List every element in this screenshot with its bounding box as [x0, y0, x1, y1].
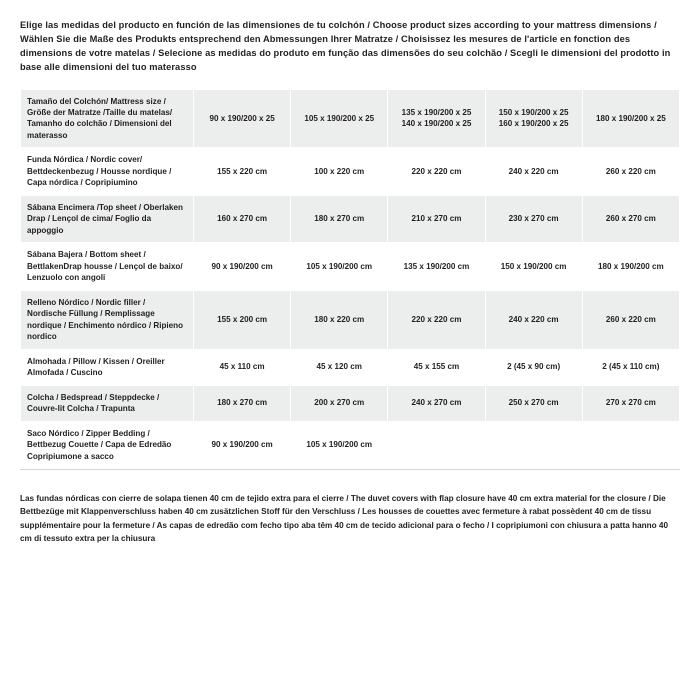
table-row [21, 349, 680, 385]
row-value: 135 x 190/200 cm [388, 243, 485, 290]
row-value: 45 x 155 cm [388, 349, 485, 385]
row-value: 260 x 220 cm [582, 148, 679, 195]
row-value: 180 x 190/200 cm [582, 243, 679, 290]
row-label: Sábana Encimera /Top sheet / Oberlaken Drap / Lençol de cima/ Foglio da appoggio [21, 195, 194, 242]
header-column-5 [582, 89, 679, 148]
row-value: 180 x 270 cm [194, 385, 291, 421]
row-value: 230 x 270 cm [485, 195, 582, 242]
row-label: Saco Nórdico / Zipper Bedding / Bettbezug Couette / Capa de Edredão Copripiumone a sacco [21, 421, 194, 468]
row-value: 260 x 220 cm [582, 290, 679, 349]
header-column-3-line1: 135 x 190/200 x 25 [401, 107, 472, 117]
header-column-1 [194, 89, 291, 148]
footer-note: Las fundas nórdicas con cierre de solapa tienen 40 cm de tejido extra para el cierre / The duvet covers with flap closure have 40 cm extra material for the closure / Die Bettbezüge mit Klappenverschluss haben 40 cm zusätzlichen Stoff für den Verschluss / Les housses de couettes avec fermeture à rabat possèdent 40 cm de tissu supplémentaire pour la fermeture / As capas de edredão com fecho tipo aba têm 40 cm de tecido adicional para o fecho / I copripiumoni con chiusura a patta hanno 40 cm di tessuto extra per la chiusura [20, 494, 669, 543]
row-value: 240 x 220 cm [485, 290, 582, 349]
table-row [21, 195, 680, 242]
header-column-1-line1: 90 x 190/200 x 25 [209, 113, 275, 123]
row-value: 220 x 220 cm [388, 148, 485, 195]
row-value: 2 (45 x 110 cm) [582, 349, 679, 385]
row-value [388, 421, 485, 468]
row-label: Sábana Bajera / Bottom sheet / BettlakenDrap housse / Lençol de baixo/ Lenzuolo con angoli [21, 243, 194, 290]
intro-text: Elige las medidas del producto en función de las dimensiones de tu colchón / Choose product sizes according to your mattress dimensions / Wählen Sie die Maße des Produkts entsprechend den Abmessungen Ihrer Matratze / Choisissez les mesures de l'article en fonction des dimensions de votre matelas / Selecione as medidas do produto em função das dimensões do seu colchão / Scegli le dimensioni del prodotto in base alle dimensioni del tuo materasso [20, 20, 671, 73]
row-value: 180 x 270 cm [291, 195, 388, 242]
row-value: 250 x 270 cm [485, 385, 582, 421]
row-value: 210 x 270 cm [388, 195, 485, 242]
row-label: Funda Nórdica / Nordic cover/ Bettdeckenbezug / Housse nordique / Capa nórdica / Copripiumino [21, 148, 194, 195]
row-value: 2 (45 x 90 cm) [485, 349, 582, 385]
header-column-2 [291, 89, 388, 148]
header-column-4 [485, 89, 582, 148]
table-row [21, 385, 680, 421]
table-row [21, 290, 680, 349]
header-column-4-line1: 150 x 190/200 x 25 [498, 107, 569, 117]
row-value: 180 x 220 cm [291, 290, 388, 349]
header-column-4-line2: 160 x 190/200 x 25 [498, 119, 569, 129]
size-chart-table [20, 89, 680, 470]
row-value: 200 x 270 cm [291, 385, 388, 421]
table-row [21, 148, 680, 195]
row-value: 260 x 270 cm [582, 195, 679, 242]
row-value: 150 x 190/200 cm [485, 243, 582, 290]
header-column-3-line2: 140 x 190/200 x 25 [401, 119, 472, 129]
header-column-2-line1: 105 x 190/200 x 25 [304, 113, 375, 123]
row-value: 45 x 120 cm [291, 349, 388, 385]
row-value: 160 x 270 cm [194, 195, 291, 242]
row-value: 240 x 270 cm [388, 385, 485, 421]
row-label: Relleno Nórdico / Nordic filler / Nordische Füllung / Remplissage nordique / Enchimento nórdico / Ripieno nordico [21, 290, 194, 349]
header-column-5-line1: 180 x 190/200 x 25 [595, 113, 666, 123]
row-value [582, 421, 679, 468]
row-value: 240 x 220 cm [485, 148, 582, 195]
row-value: 45 x 110 cm [194, 349, 291, 385]
row-label: Colcha / Bedspread / Steppdecke / Couvre-lit Colcha / Trapunta [21, 385, 194, 421]
row-value: 105 x 190/200 cm [291, 243, 388, 290]
row-value: 100 x 220 cm [291, 148, 388, 195]
header-column-3 [388, 89, 485, 148]
row-value: 90 x 190/200 cm [194, 421, 291, 468]
footer-divider [20, 469, 680, 470]
row-label: Almohada / Pillow / Kissen / Oreiller Almofada / Cuscino [21, 349, 194, 385]
header-label-cell: Tamaño del Colchón/ Mattress size / Größe der Matratze /Taille du matelas/ Tamanho do colchão / Dimensioni del materasso [21, 89, 194, 148]
row-value: 270 x 270 cm [582, 385, 679, 421]
row-value: 90 x 190/200 cm [194, 243, 291, 290]
row-value [485, 421, 582, 468]
row-value: 155 x 200 cm [194, 290, 291, 349]
table-row [21, 421, 680, 468]
row-value: 220 x 220 cm [388, 290, 485, 349]
row-value: 155 x 220 cm [194, 148, 291, 195]
table-header-row [21, 89, 680, 148]
row-value: 105 x 190/200 cm [291, 421, 388, 468]
table-row [21, 243, 680, 290]
